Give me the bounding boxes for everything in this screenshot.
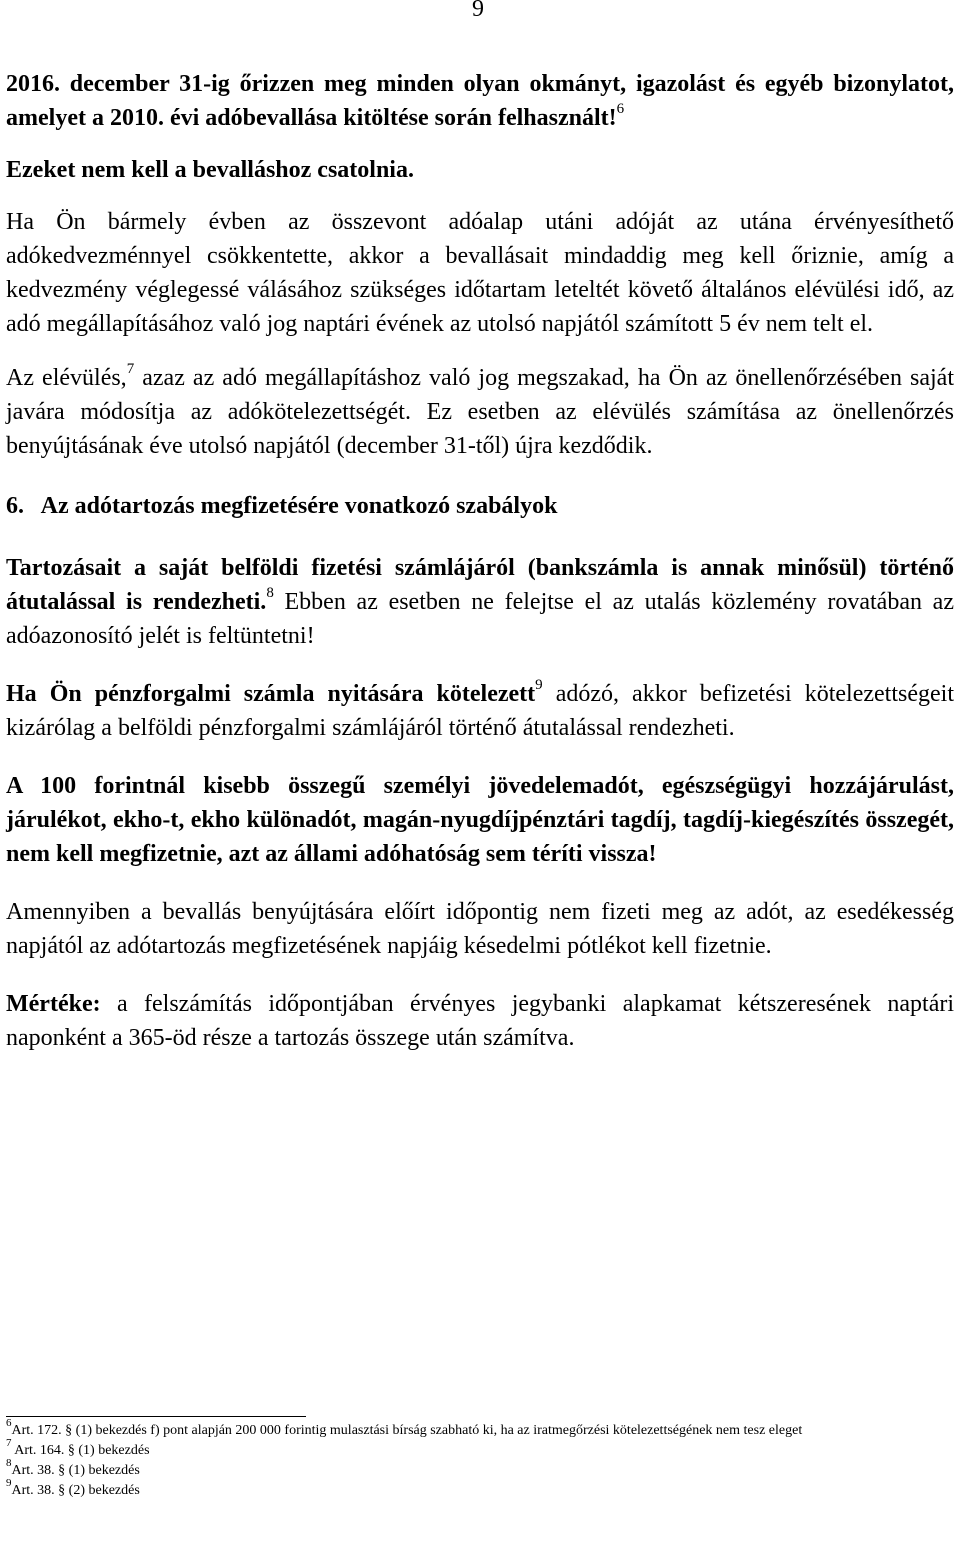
footnote-ref-7: 7	[126, 361, 135, 377]
footnote-number: 6	[6, 1417, 12, 1430]
rate-label: Mértéke:	[6, 991, 101, 1017]
footnote-ref-9: 9	[535, 677, 543, 693]
paragraph-limitation	[6, 361, 954, 463]
section-6-heading: 6. Az adótartozás megfizetésére vonatkozó szabályok	[6, 493, 558, 519]
footnote-6	[6, 1417, 946, 1441]
footnotes	[6, 1417, 946, 1501]
small-amount-text: A 100 forintnál kisebb összegű személyi jövedelemadót, egészségügyi hozzájárulást, járulékot, ekho-t, ekho különadót, magán-nyugdíjpénztári tagdíj, tagdíj-kiegészítés összegét, nem kell megfizetnie, azt az állami adóhatóság sem téríti vissza!	[6, 773, 954, 867]
payment-account-bold: Ha Ön pénzforgalmi számla nyitására kötelezett	[6, 681, 536, 707]
paragraph-payment-account	[6, 677, 954, 745]
footnote-7	[6, 1437, 946, 1461]
footnote-text: Art. 38. § (2) bekezdés	[11, 1483, 140, 1498]
footnote-number: 9	[6, 1477, 12, 1490]
paragraph-retention-deadline	[6, 67, 954, 135]
retention-deadline-text: 2016. december 31-ig őrizzen meg minden olyan okmányt, igazolást és egyéb bizonylatot, amelyet a 2010. évi adóbevallása kitöltése során felhasznált!	[6, 71, 954, 131]
page-number: 9	[472, 0, 484, 22]
document-body	[6, 67, 954, 1055]
footnote-ref-6: 6	[616, 101, 625, 117]
footnote-number: 8	[6, 1457, 12, 1470]
payment-account-rest: adózó, akkor befizetési kötelezettségeit kizárólag a belföldi pénzforgalmi számlájáról történő átutalással rendezheti.	[6, 681, 954, 741]
footnote-ref-8: 8	[266, 585, 274, 601]
footnote-text: Art. 172. § (1) bekezdés f) pont alapján 200 000 forintig mulasztási bírság szabható ki, ha az iratmegőrzési kötelezettségének nem tesz eleget	[11, 1423, 803, 1438]
paragraph-tax-credit-retention: Ha Ön bármely évben az összevont adóalap utáni adóját az utána érvényesíthető adókedvezménnyel csökkentette, akkor a bevallásait mindaddig meg kell őriznie, amíg a kedvezmény véglegessé válásához szükséges időtartam leteltét követő általános elévülési idő, az adó megállapításához való jog naptári évének az utolsó napjától számított 5 év nem telt el.	[6, 209, 954, 337]
paragraph-no-attach	[6, 153, 954, 187]
no-attach-text: Ezeket nem kell a bevalláshoz csatolnia.	[6, 157, 414, 183]
paragraph-bank-transfer	[6, 551, 954, 653]
footnote-text: Art. 164. § (1) bekezdés	[11, 1443, 150, 1458]
bank-transfer-bold: Tartozásait a saját belföldi fizetési számlájáról (bankszámla is annak minősül) történő átutalással is rendezheti.	[6, 555, 954, 615]
footnote-9	[6, 1477, 946, 1501]
footnote-number: 7	[6, 1437, 12, 1450]
footnote-text: Art. 38. § (1) bekezdés	[11, 1463, 140, 1478]
paragraph-rate	[6, 987, 954, 1055]
limitation-rest: azaz az adó megállapításhoz való jog megszakad, ha Ön az önellenőrzésében saját javára módosítja az adókötelezettségét. Ez esetben az elévülés számítása az önellenőrzés benyújtásának éve utolsó napjától (december 31-től) újra kezdődik.	[6, 365, 954, 459]
paragraph-small-amount	[6, 769, 954, 871]
limitation-lead: Az elévülés,	[6, 365, 127, 391]
footnote-separator	[6, 1416, 306, 1417]
paragraph-late-payment: Amennyiben a bevallás benyújtására előírt időpontig nem fizeti meg az adót, az esedékesség napjától az adótartozás megfizetésének napjáig késedelmi pótlékot kell fizetnie.	[6, 899, 954, 959]
rate-text: a felszámítás időpontjában érvényes jegybanki alapkamat kétszeresének naptári naponként a 365-öd része a tartozás összege után számítva.	[6, 991, 954, 1051]
bank-transfer-rest: Ebben az esetben ne felejtse el az utalás közlemény rovatában az adóazonosító jelét is feltüntetni!	[6, 589, 954, 649]
footnote-8	[6, 1457, 946, 1481]
